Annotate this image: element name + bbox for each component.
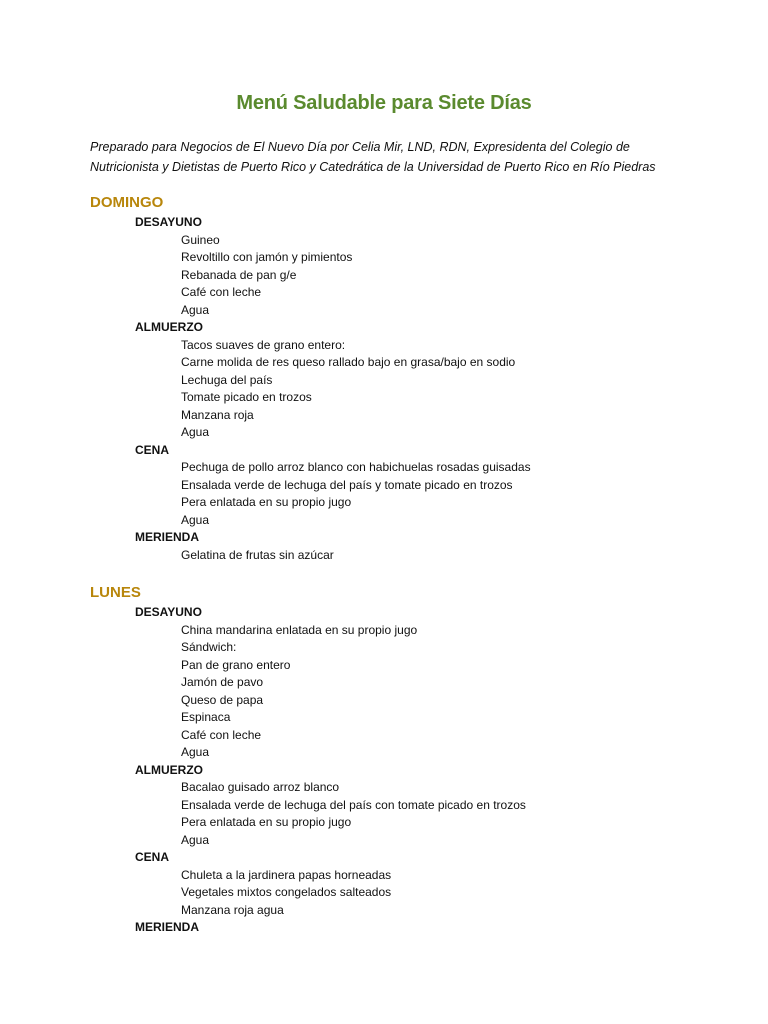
menu-item: Ensalada verde de lechuga del país con tomate picado en trozos (181, 797, 526, 812)
document-title: Menú Saludable para Siete Días (236, 92, 532, 114)
menu-item: Gelatina de frutas sin azúcar (181, 547, 334, 562)
meal-title: MERIENDA (135, 920, 200, 934)
menu-item: Tomate picado en trozos (181, 390, 312, 404)
intro-line: Preparado para Negocios de El Nuevo Día por Celia Mir, LND, RDN, Expresidenta del Colegio de (90, 140, 630, 154)
menu-item: Manzana roja (181, 407, 254, 422)
menu-item: Sándwich: (181, 640, 237, 654)
menu-item: Guineo (181, 232, 220, 247)
menu-item: Pera enlatada en su propio jugo (181, 495, 352, 509)
menu-item: Lechuga del país (181, 372, 273, 387)
menu-content (90, 192, 710, 937)
day-title: DOMINGO (90, 194, 164, 211)
menu-item: Queso de papa (181, 692, 264, 707)
day-section (90, 582, 710, 937)
menu-item: Espinaca (181, 710, 231, 724)
menu-item: Agua (181, 745, 210, 759)
meal-title: CENA (135, 442, 170, 457)
menu-item: Manzana roja agua (181, 902, 284, 917)
menu-item: Pan de grano entero (181, 657, 291, 672)
menu-item: Revoltillo con jamón y pimientos (181, 250, 353, 264)
menu-item: Jamón de pavo (181, 675, 264, 689)
meal-title: DESAYUNO (135, 215, 202, 229)
menu-item: Café con leche (181, 727, 262, 742)
menu-item: Agua (181, 425, 210, 439)
menu-item: Agua (181, 832, 210, 847)
intro-line: Nutricionista y Dietistas de Puerto Rico y Catedrática de la Universidad de Puerto Rico en Río Piedras (90, 160, 656, 174)
menu-item: Chuleta a la jardinera papas horneadas (181, 867, 392, 882)
day-section (90, 192, 710, 564)
menu-item: Ensalada verde de lechuga del país y tomate picado en trozos (181, 477, 513, 492)
menu-item: China mandarina enlatada en su propio jugo (181, 622, 418, 637)
menu-item: Café con leche (181, 285, 262, 299)
menu-item: Carne molida de res queso rallado bajo en grasa/bajo en sodio (181, 355, 516, 369)
intro-paragraph (90, 137, 700, 177)
meal-title: CENA (135, 850, 170, 864)
menu-item: Pechuga de pollo arroz blanco con habichuelas rosadas guisadas (181, 460, 531, 474)
menu-item: Agua (181, 512, 210, 527)
meal-title: MERIENDA (135, 530, 200, 544)
meal-title: ALMUERZO (135, 762, 203, 777)
meal-title: ALMUERZO (135, 320, 203, 334)
meal-title: DESAYUNO (135, 605, 202, 619)
menu-item: Vegetales mixtos congelados salteados (181, 885, 392, 899)
menu-item: Rebanada de pan g/e (181, 267, 297, 282)
menu-item: Tacos suaves de grano entero: (181, 337, 346, 352)
day-title: LUNES (90, 584, 141, 601)
menu-item: Agua (181, 302, 210, 317)
menu-item: Pera enlatada en su propio jugo (181, 815, 352, 829)
menu-item: Bacalao guisado arroz blanco (181, 780, 340, 794)
